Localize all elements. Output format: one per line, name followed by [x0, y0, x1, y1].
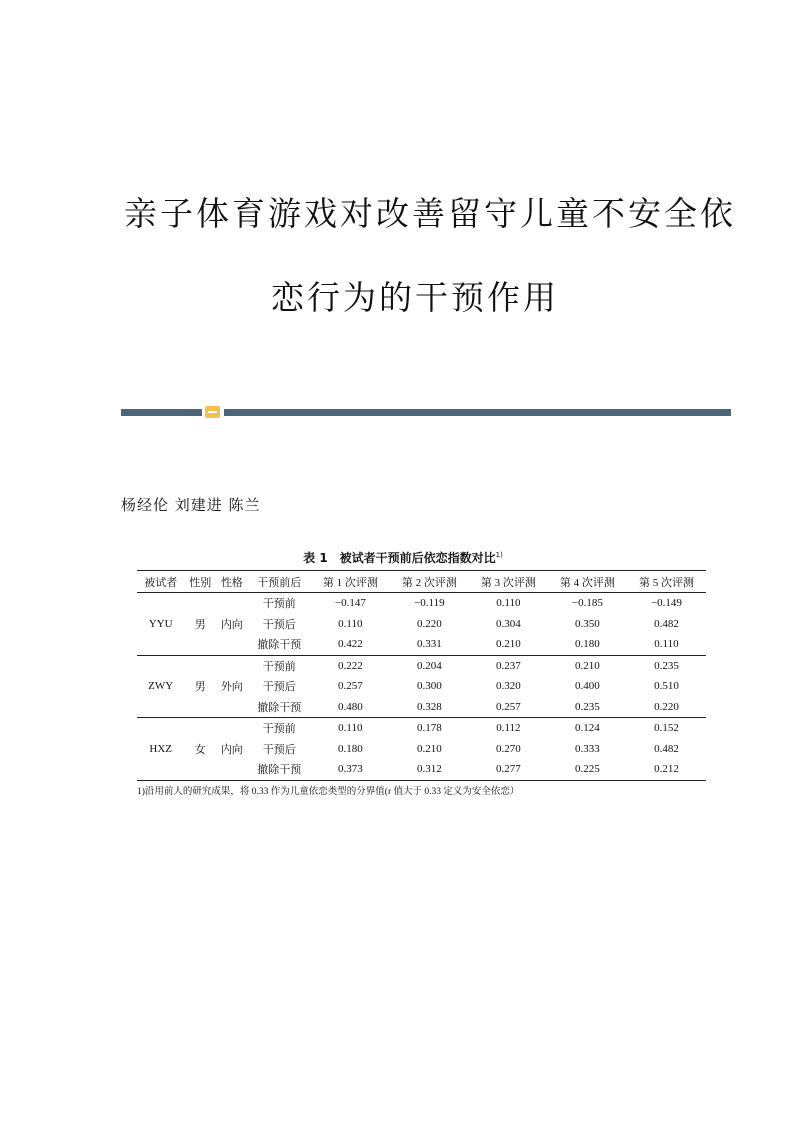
value-cell: 0.277 [469, 759, 548, 780]
table-caption-text: 表 1 被试者干预前后依恋指数对比 [303, 551, 496, 565]
header-phase: 干预前后 [248, 571, 311, 593]
value-cell: 0.300 [416, 680, 442, 693]
value-cell: 0.331 [390, 634, 469, 655]
value-cell: 0.112 [496, 722, 521, 735]
subject-cell: YYU [137, 593, 184, 656]
value-cell: 0.257 [469, 697, 548, 718]
table-row [137, 655, 706, 676]
header-test-4: 第 4 次评测 [548, 571, 627, 593]
value-cell: 0.312 [390, 759, 469, 780]
value-cell: 0.480 [311, 697, 390, 718]
value-cell: 0.235 [548, 697, 627, 718]
header-test-2: 第 2 次评测 [390, 571, 469, 593]
value-cell: 0.270 [496, 742, 521, 755]
document-title-line-2: 恋行为的干预作用 [271, 278, 559, 317]
value-cell: 0.110 [338, 722, 363, 735]
value-cell: 0.235 [654, 659, 679, 672]
value-cell: 0.180 [548, 634, 627, 655]
header-gender: 性别 [184, 571, 216, 593]
personality-cell: 外向 [216, 655, 248, 718]
value-cell: 0.482 [654, 742, 679, 755]
phase-cell: 干预前 [262, 598, 296, 611]
value-cell: 0.350 [575, 617, 600, 630]
header-test-1: 第 1 次评测 [311, 571, 390, 593]
gender-cell: 女 [184, 718, 216, 781]
value-cell: −0.119 [414, 597, 445, 610]
value-cell: 0.220 [416, 617, 442, 630]
value-cell: 0.257 [337, 680, 363, 693]
phase-cell: 撤除干预 [248, 697, 311, 718]
value-cell: 0.152 [654, 722, 679, 735]
gender-cell: 男 [184, 655, 216, 718]
header-test-5: 第 5 次评测 [627, 571, 706, 593]
value-cell: 0.180 [337, 742, 363, 755]
value-cell: 0.400 [575, 680, 600, 693]
value-cell: 0.333 [575, 742, 600, 755]
author-list: 杨经伦 刘建进 陈兰 [121, 496, 261, 514]
header-personality: 性格 [216, 571, 248, 593]
value-cell: 0.204 [416, 659, 442, 672]
divider-badge-icon [205, 406, 220, 418]
value-cell: 0.422 [311, 634, 390, 655]
value-cell: 0.482 [654, 617, 679, 630]
subject-cell: ZWY [137, 655, 184, 718]
phase-cell: 干预前 [262, 660, 296, 673]
table-header-row [137, 571, 706, 593]
personality-cell: 内向 [216, 718, 248, 781]
subject-cell: HXZ [137, 718, 184, 781]
value-cell: 0.220 [627, 697, 706, 718]
document-title-line-1: 亲子体育游戏对改善留守儿童不安全依 [124, 194, 736, 233]
phase-cell: 干预后 [262, 743, 296, 756]
value-cell: 0.210 [469, 634, 548, 655]
value-cell: 0.110 [496, 597, 521, 610]
table-caption-footnote-mark: 1) [495, 551, 503, 559]
phase-cell: 干预后 [262, 681, 296, 694]
title-divider-left [121, 409, 202, 416]
table-caption [0, 549, 800, 566]
attachment-index-table [137, 570, 706, 781]
value-cell: 0.328 [390, 697, 469, 718]
value-cell: 0.222 [337, 659, 363, 672]
value-cell: 0.212 [627, 759, 706, 780]
phase-cell: 干预后 [262, 618, 296, 631]
value-cell: 0.225 [548, 759, 627, 780]
value-cell: 0.110 [338, 617, 363, 630]
value-cell: −0.185 [571, 597, 603, 610]
header-subject: 被试者 [137, 571, 184, 593]
value-cell: 0.237 [496, 659, 521, 672]
personality-cell: 内向 [216, 593, 248, 656]
value-cell: 0.373 [311, 759, 390, 780]
value-cell: −0.147 [334, 597, 366, 610]
table-footnote: 1)沿用前人的研究成果，将 0.33 作为儿童依恋类型的分界值(r 值大于 0.33 定义为安全依恋） [137, 787, 520, 797]
table-row [137, 593, 706, 614]
value-cell: 0.124 [575, 722, 600, 735]
value-cell: 0.110 [627, 634, 706, 655]
value-cell: −0.149 [650, 597, 682, 610]
gender-cell: 男 [184, 593, 216, 656]
phase-cell: 撤除干预 [248, 759, 311, 780]
value-cell: 0.510 [654, 680, 679, 693]
value-cell: 0.178 [416, 722, 442, 735]
value-cell: 0.304 [496, 617, 521, 630]
value-cell: 0.320 [496, 680, 521, 693]
table-row [137, 718, 706, 739]
title-divider-right [224, 409, 731, 416]
value-cell: 0.210 [575, 659, 600, 672]
value-cell: 0.210 [416, 742, 442, 755]
phase-cell: 撤除干预 [248, 634, 311, 655]
phase-cell: 干预前 [262, 723, 296, 736]
header-test-3: 第 3 次评测 [469, 571, 548, 593]
